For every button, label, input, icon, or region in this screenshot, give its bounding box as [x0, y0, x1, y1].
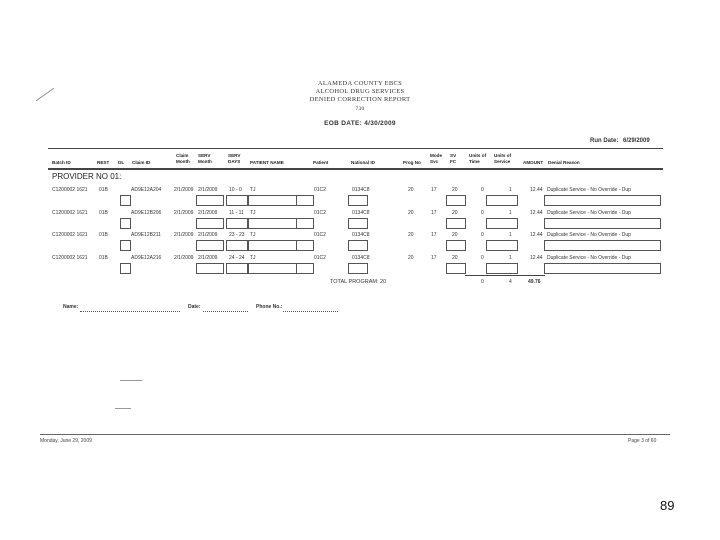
eob-date: EOB DATE: 4/30/2009: [324, 120, 396, 127]
col-units-service-line2: Service: [494, 159, 511, 164]
row-cell-patient: 01C2: [314, 210, 326, 216]
row-cell-prog: 20: [408, 255, 414, 261]
col-serv-month-line2: Month: [198, 159, 212, 164]
scan-smudge: [115, 408, 131, 409]
col-sv-fc: [450, 153, 456, 165]
row-cell-pname: TJ: [250, 255, 256, 261]
header-rule-bottom: [48, 168, 663, 170]
col-amount: AMOUNT: [523, 160, 544, 165]
row-cell-days: 11 - 11: [229, 210, 244, 216]
row-cell-days: 23 - 23: [229, 232, 245, 238]
row-cell-serv-month: 2/1/2009: [198, 210, 218, 216]
report-code: 730: [355, 106, 365, 112]
row-cell-prog: 20: [408, 232, 414, 238]
row-cell-time: 0: [481, 232, 484, 238]
row-cell-claim-month: 2/1/2009: [174, 232, 194, 238]
row-cell-prog: 20: [408, 210, 414, 216]
row-cell-mode: 17: [431, 210, 437, 216]
row-cell-claim-month: 2/1/2009: [174, 187, 194, 193]
row-cell-amount: 12.44: [530, 232, 543, 238]
row-cell-prog: 20: [408, 187, 414, 193]
correction-box[interactable]: [544, 195, 661, 206]
col-serv-days-line1: SERV: [228, 153, 241, 158]
row-cell-fc: 20: [452, 232, 458, 238]
row-cell-national: 0134C8: [352, 255, 370, 261]
provider-label: PROVIDER NO 01:: [52, 172, 122, 181]
row-cell-rest: 01B: [99, 187, 108, 193]
row-cell-batch: C1200002 1621: [52, 255, 88, 261]
row-cell-service: 1: [509, 210, 512, 216]
row-cell-pname: TJ: [250, 210, 256, 216]
row-cell-time: 0: [481, 255, 484, 261]
row-cell-patient: 01C2: [314, 187, 326, 193]
col-units-service: [494, 153, 511, 165]
correction-box[interactable]: [544, 263, 661, 274]
correction-box[interactable]: [486, 240, 518, 251]
signature-name-label: Name:: [63, 304, 79, 310]
row-cell-claim: AD9E12B211: [131, 232, 161, 238]
report-department: ALCOHOL DRUG SERVICES: [315, 88, 405, 95]
row-cell-reason: Duplicate Service - No Override - Dup: [547, 210, 631, 216]
row-cell-amount: 12.44: [530, 210, 543, 216]
row-cell-days: 10 - 0: [229, 187, 242, 193]
col-units-time-line2: Time: [469, 159, 480, 164]
row-cell-patient: 01C2: [314, 232, 326, 238]
footer-rule: [40, 434, 670, 435]
signature-name-line: [80, 311, 180, 312]
correction-box[interactable]: [120, 195, 131, 206]
row-cell-batch: C1200002 1621: [52, 232, 88, 238]
col-serv-days: [228, 153, 240, 165]
report-title: DENIED CORRECTION REPORT: [309, 96, 411, 103]
row-cell-time: 0: [481, 187, 484, 193]
correction-box[interactable]: [120, 240, 131, 251]
correction-box[interactable]: [196, 218, 224, 229]
col-sv-fc-line2: FC: [450, 159, 457, 164]
correction-box[interactable]: [446, 263, 466, 274]
row-cell-claim-month: 2/1/2009: [174, 210, 194, 216]
col-national-id: National ID: [351, 160, 375, 165]
scan-smudge: [120, 380, 142, 381]
correction-box[interactable]: [196, 263, 224, 274]
correction-box[interactable]: [486, 218, 518, 229]
correction-box[interactable]: [196, 240, 224, 251]
correction-box[interactable]: [296, 218, 314, 229]
col-sv-fc-line1: SV: [450, 153, 457, 158]
row-cell-service: 1: [509, 232, 512, 238]
row-cell-claim: AD9E12A204: [131, 187, 162, 193]
correction-box[interactable]: [348, 263, 368, 274]
correction-box[interactable]: [544, 240, 661, 251]
col-claim-month-line2: Month: [176, 159, 190, 164]
row-cell-rest: 01B: [99, 210, 108, 216]
total-units-service: 4: [509, 279, 512, 285]
correction-box[interactable]: [486, 195, 518, 206]
row-cell-fc: 20: [452, 187, 458, 193]
run-date-label: Run Date:: [590, 138, 619, 144]
row-cell-serv-month: 2/1/2009: [198, 232, 218, 238]
correction-box[interactable]: [296, 240, 314, 251]
correction-box[interactable]: [486, 263, 518, 274]
correction-box[interactable]: [226, 195, 248, 206]
row-cell-national: 0134C8: [352, 232, 370, 238]
col-mode-svc-line2: Svc: [430, 159, 439, 164]
row-cell-serv-month: 2/1/2009: [198, 255, 218, 261]
row-cell-reason: Duplicate Service - No Override - Dup: [547, 232, 631, 238]
row-cell-national: 0134C8: [352, 187, 370, 193]
row-cell-pname: TJ: [250, 187, 256, 193]
col-serv-month-line1: SERV: [198, 153, 211, 158]
row-cell-time: 0: [481, 210, 484, 216]
signature-phone-line: [283, 311, 338, 312]
total-amount: 49.76: [528, 279, 541, 285]
col-patient: Patient: [313, 160, 329, 165]
col-units-time-line1: Units of: [469, 153, 487, 158]
correction-box[interactable]: [226, 263, 248, 274]
row-cell-rest: 01B: [99, 255, 108, 261]
row-cell-rest: 01B: [99, 232, 108, 238]
row-cell-service: 1: [509, 255, 512, 261]
total-program-label: TOTAL PROGRAM: 20: [330, 279, 387, 285]
row-cell-fc: 20: [452, 210, 458, 216]
col-prog-no: Prog No: [403, 160, 421, 165]
row-cell-reason: Duplicate Service - No Override - Dup: [547, 255, 631, 261]
correction-box[interactable]: [120, 263, 131, 274]
col-rest: REST: [97, 160, 110, 165]
correction-box[interactable]: [296, 195, 314, 206]
header-rule-top: [48, 148, 663, 149]
col-batch-id: Batch ID: [52, 160, 71, 165]
row-cell-batch: C1200002 1621: [52, 187, 88, 193]
col-mode-svc-line1: Mode: [430, 153, 442, 158]
correction-box[interactable]: [348, 195, 368, 206]
row-cell-patient: 01C2: [314, 255, 326, 261]
correction-box[interactable]: [348, 240, 368, 251]
correction-box[interactable]: [226, 218, 248, 229]
row-cell-fc: 20: [452, 255, 458, 261]
signature-date-line: [203, 311, 248, 312]
row-cell-amount: 12.44: [530, 187, 543, 193]
row-cell-national: 0134C8: [352, 210, 370, 216]
row-cell-days: 24 - 24: [229, 255, 245, 261]
row-cell-claim: AD9E12A216: [131, 255, 162, 261]
col-dl: DL: [118, 160, 125, 165]
correction-box[interactable]: [196, 195, 224, 206]
report-agency: ALAMEDA COUNTY EBCS: [317, 80, 403, 87]
correction-box[interactable]: [446, 195, 466, 206]
totals-rule: [465, 275, 545, 276]
row-cell-amount: 12.44: [530, 255, 543, 261]
footer-page: Page 3 of 60: [628, 438, 657, 444]
signature-date-label: Date:: [188, 304, 201, 310]
footer-date: Monday, June 29, 2009: [40, 438, 92, 444]
col-serv-month: [198, 153, 212, 165]
signature-phone-label: Phone No.:: [256, 304, 283, 310]
col-patient-name: PATIENT NAME: [250, 160, 284, 165]
row-cell-mode: 17: [431, 187, 437, 193]
col-units-service-line1: Units of: [494, 153, 512, 158]
correction-box[interactable]: [348, 218, 368, 229]
row-cell-serv-month: 2/1/2009: [198, 187, 218, 193]
col-units-time: [469, 153, 486, 165]
row-cell-pname: TJ: [250, 232, 256, 238]
total-units-time: 0: [481, 279, 484, 285]
row-cell-batch: C1200002 1621: [52, 210, 88, 216]
correction-box[interactable]: [446, 240, 466, 251]
correction-box[interactable]: [296, 263, 314, 274]
correction-box[interactable]: [544, 218, 661, 229]
row-cell-reason: Duplicate Service - No Override - Dup: [547, 187, 631, 193]
correction-box[interactable]: [446, 218, 466, 229]
row-cell-claim-month: 2/1/2009: [174, 255, 194, 261]
col-denial-reason: Denial Reason: [548, 160, 580, 165]
correction-box[interactable]: [120, 218, 131, 229]
correction-box[interactable]: [226, 240, 248, 251]
col-claim-month-line1: Claim: [176, 153, 189, 158]
row-cell-mode: 17: [431, 255, 437, 261]
slide-number: 89: [660, 498, 675, 513]
row-cell-claim: AD9E12B206: [131, 210, 162, 216]
col-mode-svc: [430, 153, 442, 165]
run-date-value: 6/29/2009: [623, 138, 650, 144]
row-cell-service: 1: [509, 187, 512, 193]
row-cell-mode: 17: [431, 232, 437, 238]
col-claim-month: [176, 153, 190, 165]
col-serv-days-line2: DAYS: [228, 159, 241, 164]
col-claim-id: Claim ID: [132, 160, 151, 165]
